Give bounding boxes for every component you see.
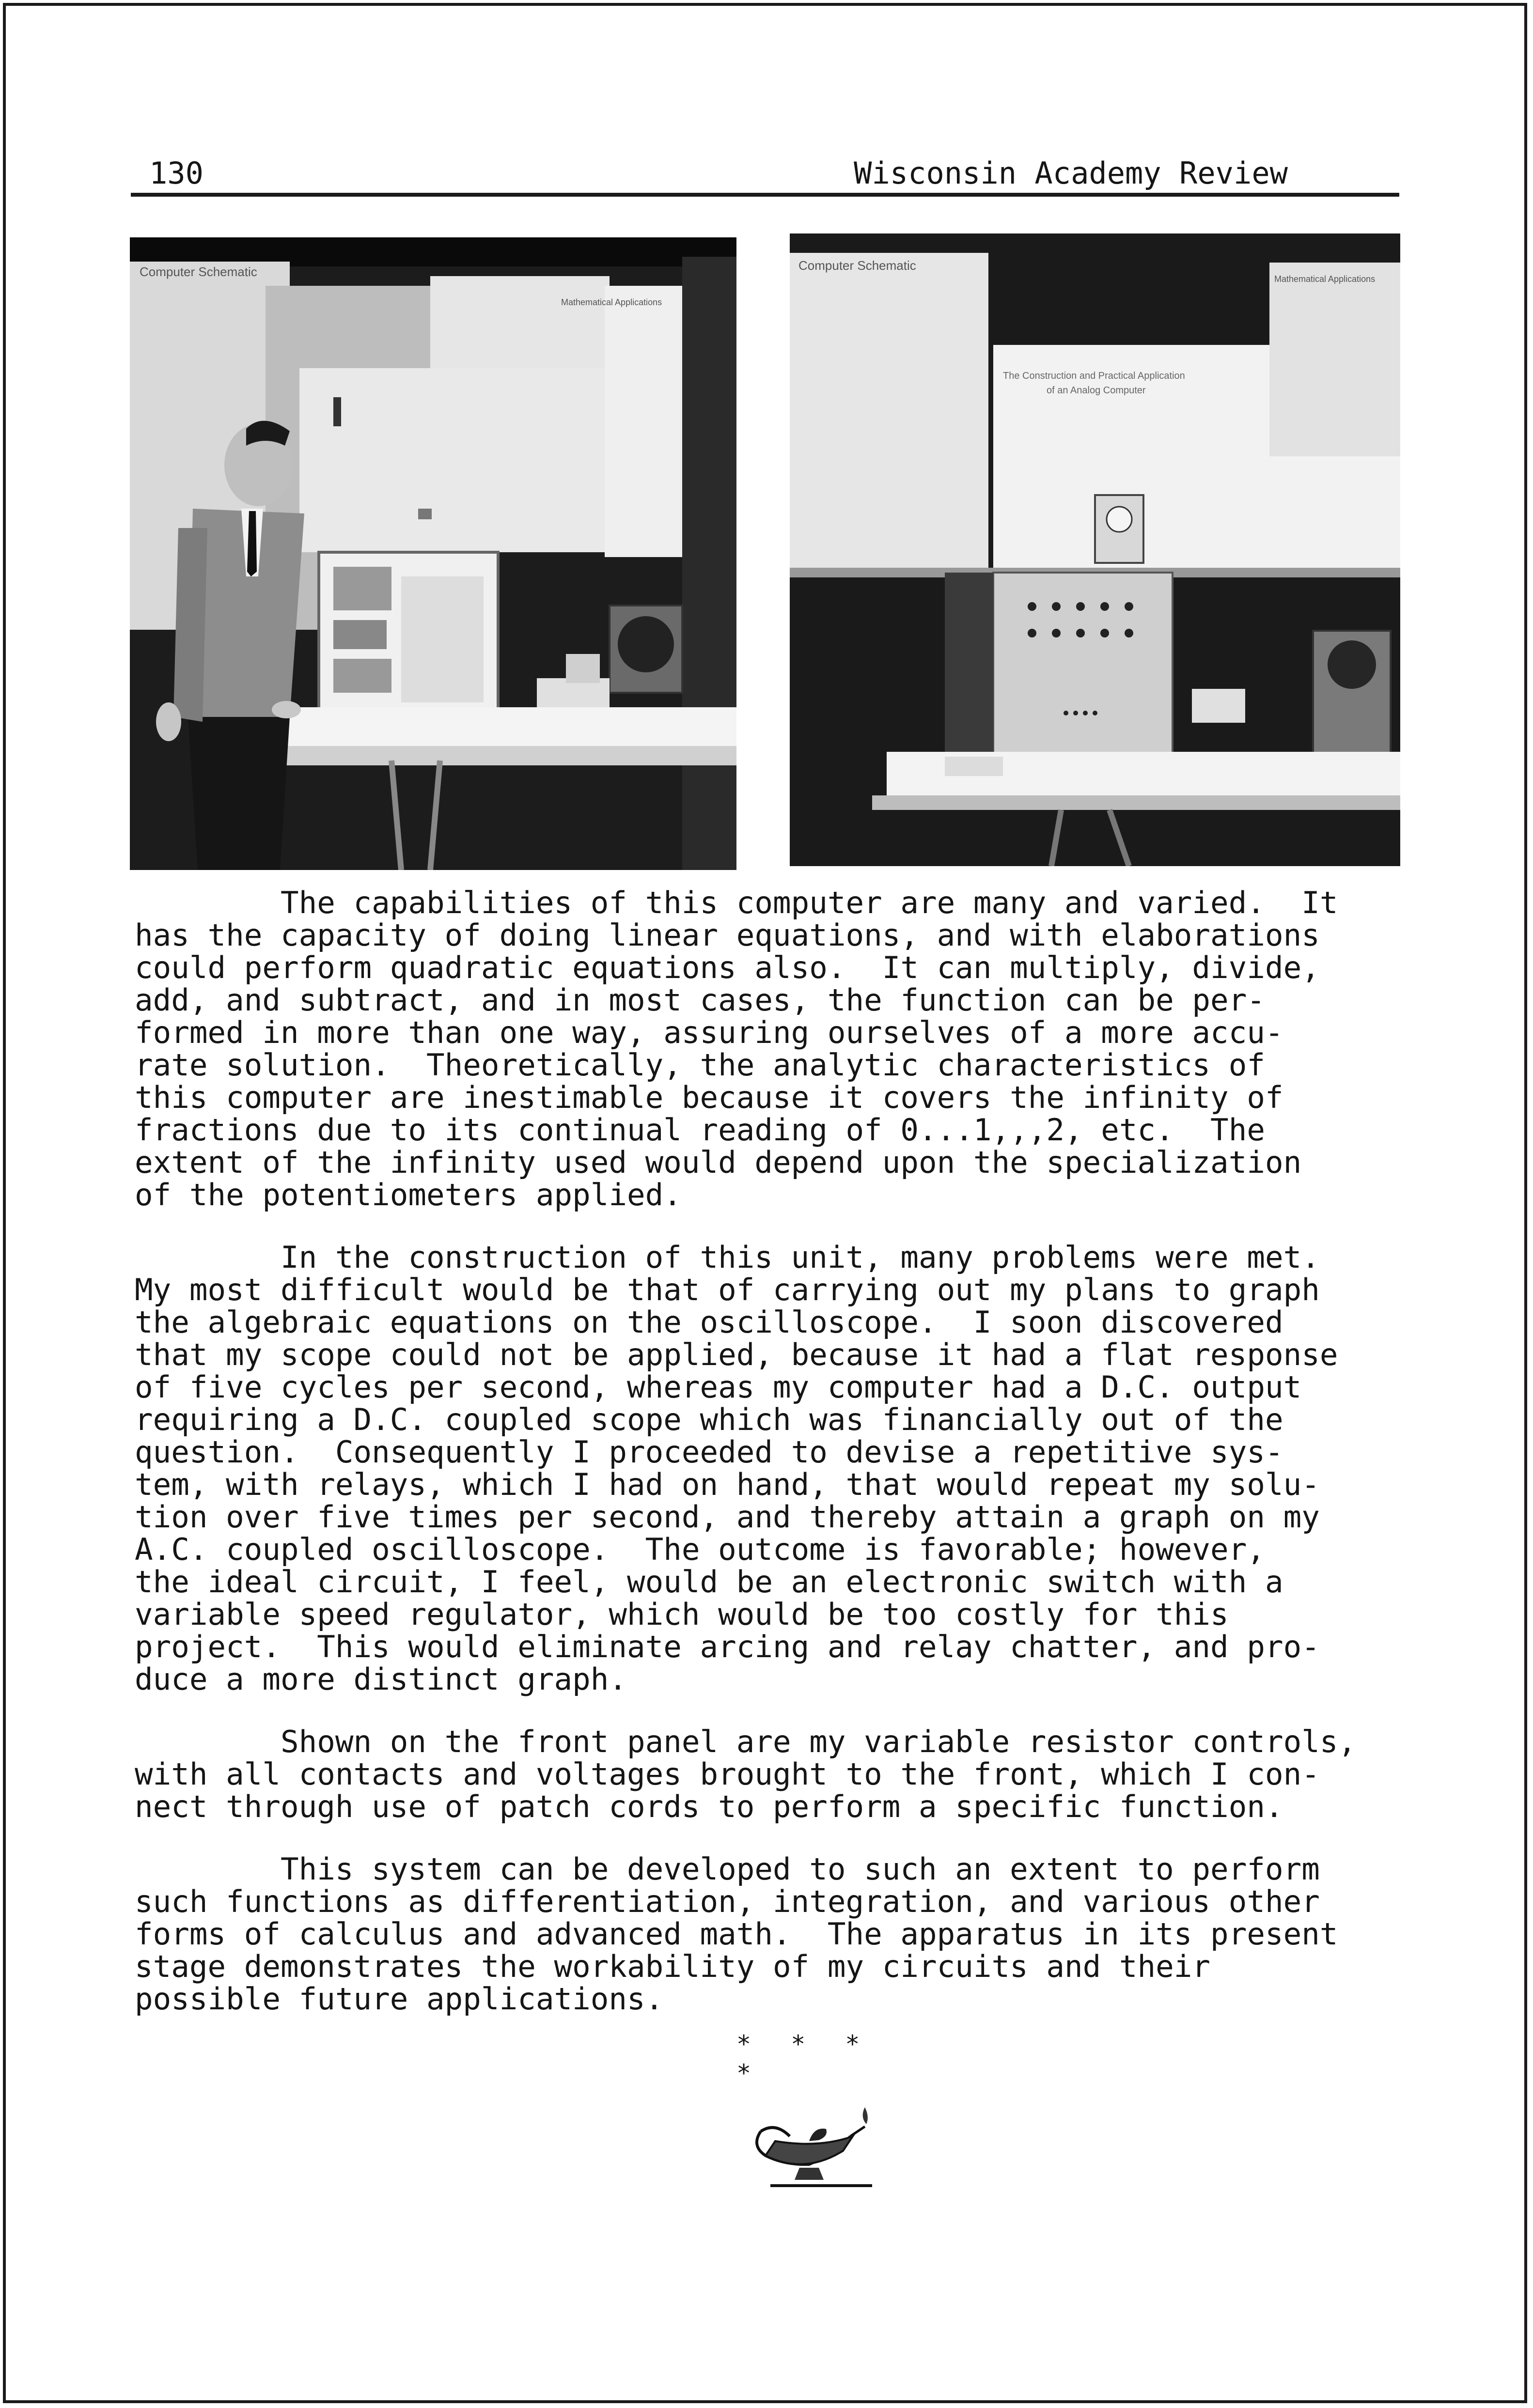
paragraph-construction: In the construction of this unit, many problems were met. My most difficult would be that of carrying out my plans to graph the algebraic equations on the oscilloscope. I soon discovered that my scope could not be applied, because it had a flat response of five cycles per second, whereas my computer had a D.C. output requiring a D.C. coupled scope which was financially out of the question. Consequently I proceeded to devise a repetitive sys- tem, with relays, which I had on hand, that would repeat my solu- tion over five times per second, and thereby attain a graph on my A.C. coupled oscilloscope. The outcome is favorable; however, the ideal circuit, I feel, would be an electronic switch with a variable speed regulator, which would be too costly for this project. This would eliminate arcing and relay chatter, and pro- duce a more distinct graph.	[135, 1240, 1338, 1697]
board-text-schematic: Computer Schematic	[140, 264, 257, 279]
lamp-of-knowledge-icon	[746, 2102, 887, 2190]
photo-left-image	[130, 237, 736, 870]
photo-computer-display	[790, 233, 1400, 866]
photo-student-with-computer	[130, 237, 736, 870]
board-text-title-2: of an Analog Computer	[1047, 385, 1146, 396]
board-text-schematic: Computer Schematic	[798, 258, 916, 273]
paragraph-front-panel: Shown on the front panel are my variable resistor controls, with all contacts and voltages brought to the front, which I con- nect through use of patch cords to perform a specific function.	[135, 1724, 1357, 1824]
board-text-math: Mathematical Applications	[561, 297, 662, 307]
article-body	[135, 886, 1424, 2045]
journal-title: Wisconsin Academy Review	[854, 155, 1288, 191]
page-header	[131, 154, 1399, 197]
paragraph-capabilities: The capabilities of this computer are many and varied. It has the capacity of doing linear equations, and with elaborations could perform quadratic equations also. It can multiply, divide, add, and subtract, and in most cases, the function can be per- formed in more than one way, assuring ourselves of a more accu- rate solution. Theoretically, the analytic characteristics of this computer are inestimable because it covers the infinity of fractions due to its continual reading of 0...1,,,2, etc. The extent of the infinity used would depend upon the specialization of the potentiometers applied.	[135, 885, 1338, 1212]
page-number: 130	[149, 155, 203, 191]
paragraph-future: This system can be developed to such an extent to perform such functions as differentiation, integration, and various other forms of calculus and advanced math. The apparatus in its present stage demonstrates the workability of my circuits and their possible future applications.	[135, 1851, 1338, 2017]
photo-right-image	[790, 233, 1400, 866]
section-divider: * * * *	[736, 2030, 873, 2087]
board-text-title-1: The Construction and Practical Application	[1003, 371, 1185, 381]
board-text-math: Mathematical Applications	[1274, 274, 1376, 284]
